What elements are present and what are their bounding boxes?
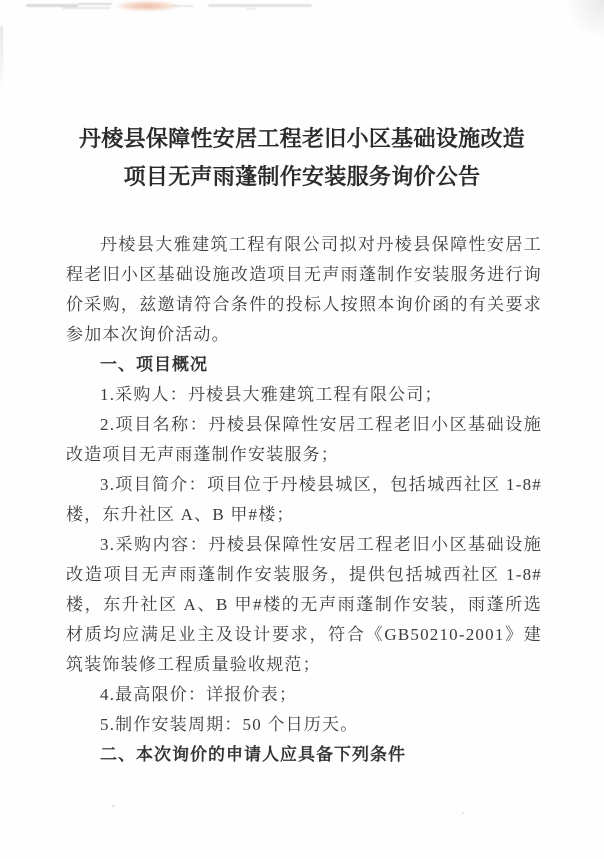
scan-speck bbox=[462, 812, 464, 814]
section-heading-project-overview: 一、项目概况 bbox=[100, 355, 208, 374]
item-project-brief: 3.项目简介：项目位于丹棱县城区，包括城西社区 1-8#楼，东升社区 A、B 甲#楼； bbox=[66, 475, 542, 524]
scan-streak-artifact bbox=[172, 5, 194, 7]
scan-streak-artifact bbox=[26, 4, 78, 7]
item-procurement-content: 3.采购内容：丹棱县保障性安居工程老旧小区基础设施改造项目无声雨蓬制作安装服务，提供包括城西社区 1-8#楼，东升社区 A、B 甲#楼的无声雨蓬制作安装，雨蓬所选材质均应满足业主及设计要求，符合《GB50210-2001》建筑装饰装修工程质量验收规范； bbox=[66, 535, 542, 674]
document-body bbox=[0, 230, 604, 770]
item-project-name: 2.项目名称：丹棱县保障性安居工程老旧小区基础设施改造项目无声雨蓬制作安装服务； bbox=[66, 415, 542, 464]
document-title bbox=[0, 120, 604, 196]
scan-streak-artifact bbox=[62, 7, 110, 9]
item-installation-period: 5.制作安装周期：50 个日历天。 bbox=[100, 715, 359, 734]
scan-streak-artifact bbox=[208, 4, 312, 7]
scan-speck bbox=[112, 805, 115, 807]
section-heading-applicant-requirements: 二、本次询价的申请人应具备下列条件 bbox=[100, 745, 406, 764]
scan-edge-shadow bbox=[0, 26, 3, 92]
scan-corner-shadow bbox=[560, 0, 604, 36]
item-purchaser: 1.采购人：丹棱县大雅建筑工程有限公司； bbox=[100, 385, 443, 404]
document-title-line-2: 项目无声雨蓬制作安装服务询价公告 bbox=[123, 164, 481, 189]
scan-smudge-artifact bbox=[116, 1, 178, 11]
scan-streak-artifact bbox=[246, 8, 256, 10]
item-max-price: 4.最高限价：详报价表； bbox=[100, 685, 298, 704]
intro-paragraph: 丹棱县大雅建筑工程有限公司拟对丹棱县保障性安居工程老旧小区基础设施改造项目无声雨蓬制作安装服务进行询价采购，兹邀请符合条件的投标人按照本询价函的有关要求参加本次询价活动。 bbox=[66, 235, 542, 344]
document-title-line-1: 丹棱县保障性安居工程老旧小区基础设施改造 bbox=[78, 126, 525, 151]
scan-streak-artifact bbox=[78, 3, 112, 5]
